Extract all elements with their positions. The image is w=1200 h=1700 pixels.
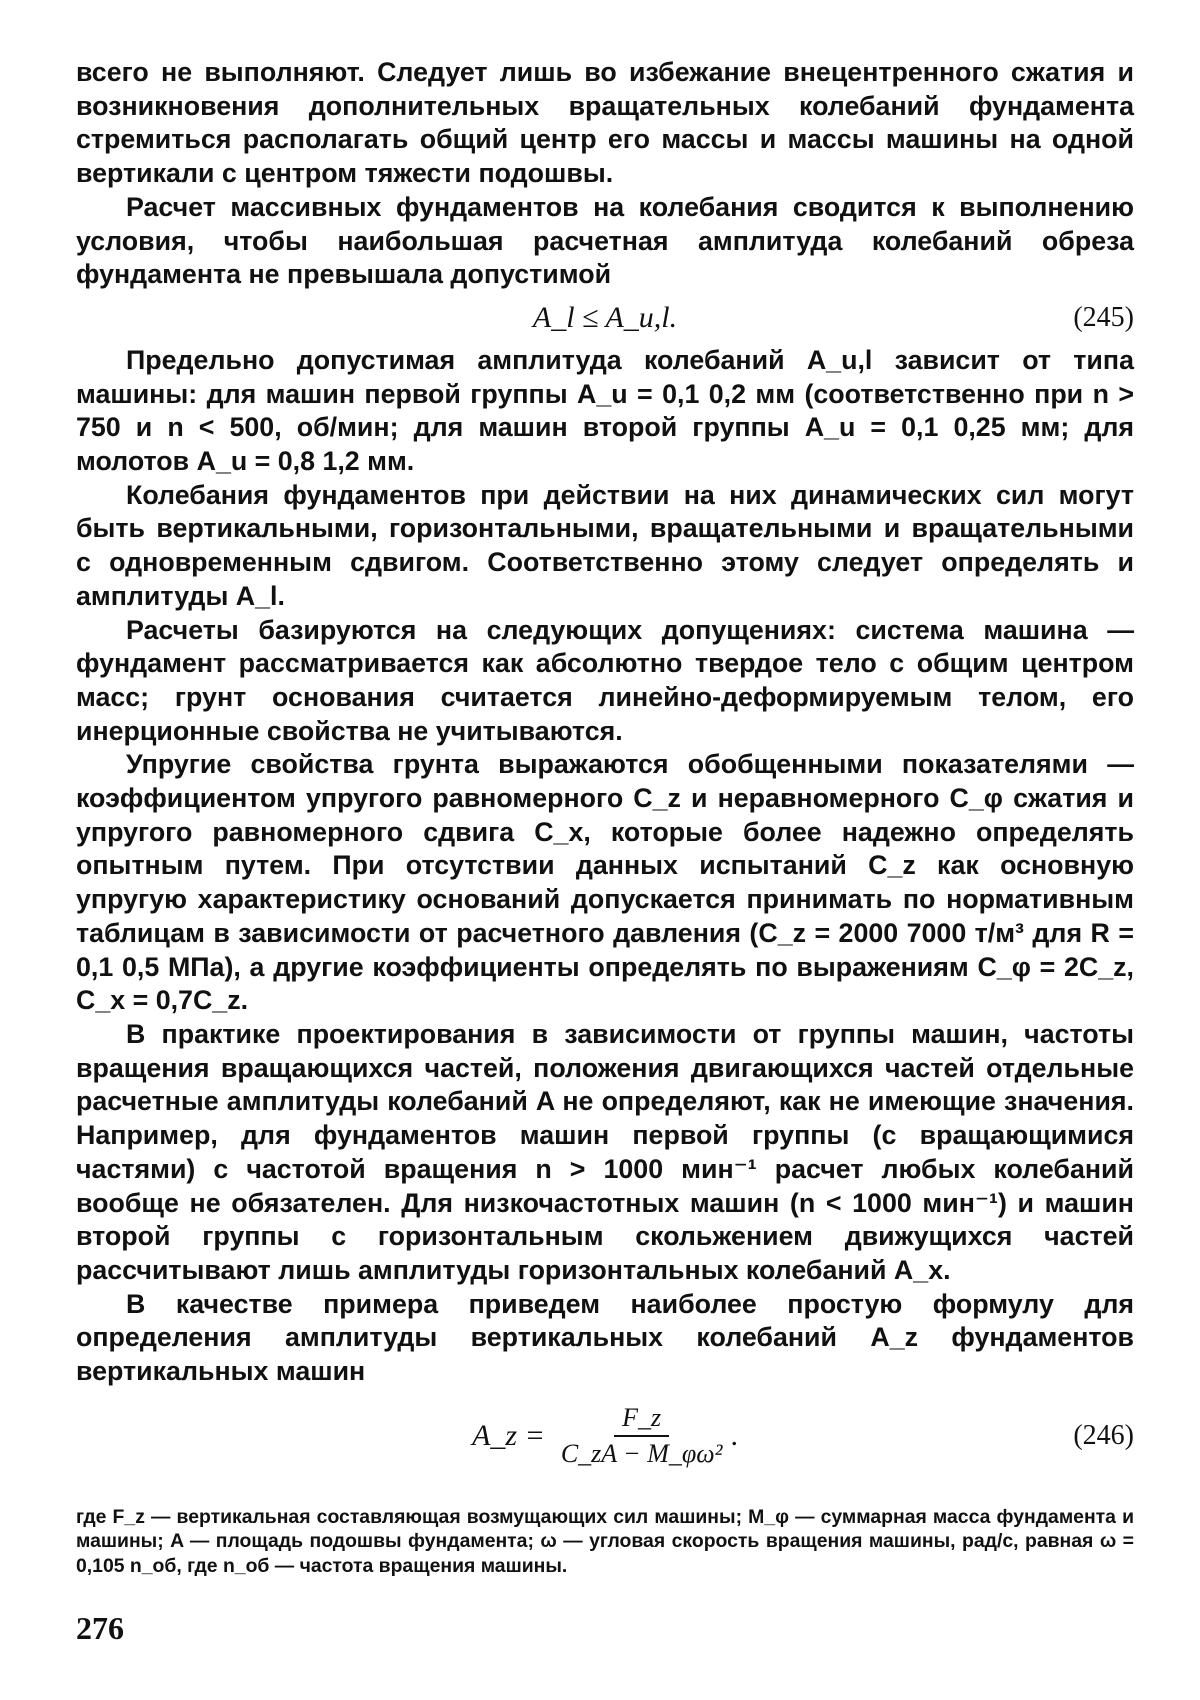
formula-246-number: (246) xyxy=(1073,1419,1134,1451)
formula-246-denominator: C_zA − M_φω² xyxy=(560,1438,723,1468)
paragraph-5: Расчеты базируются на следующих допущениях: система машина — фундамент рассматривается как абсолютно твердое тело с общим центром масс; грунт основания считается линейно-деформируемым телом, его инерционные свойства не учитываются. xyxy=(76,614,1134,746)
formula-246-trailing: . xyxy=(730,1418,738,1452)
formula-246-numerator: F_z xyxy=(614,1401,669,1437)
formula-246-lhs: A_z = xyxy=(472,1418,545,1452)
formula-245-number: (245) xyxy=(1073,302,1134,334)
formula-245 xyxy=(76,292,1134,344)
page-number: 276 xyxy=(76,1610,124,1646)
paragraph-2: Расчет массивных фундаментов на колебания сводится к выполнению условия, чтобы наибольшая расчетная амплитуда колебаний обреза фундамента не превышала допустимой xyxy=(76,191,1134,290)
formula-246-fraction xyxy=(553,1401,731,1470)
paragraph-6: Упругие свойства грунта выражаются обобщенными показателями — коэффициентом упругого равномерного C_z и неравномерного C_φ сжатия и упругого равномерного сдвига C_x, которые более надежно определять опытным путем. При отсутствии данных испытаний C_z как основную упругую характеристику оснований допускается принимать по нормативным таблицам в зависимости от расчетного давления (C_z = 2000 7000 т/м³ для R = 0,1 0,5 МПа), а другие коэффициенты определять по выражениям C_φ = 2C_z, C_x = 0,7C_z. xyxy=(76,749,1134,1016)
paragraph-4: Колебания фундаментов при действии на них динамических сил могут быть вертикальными, горизонтальными, вращательными и вращательными с одновременным сдвигом. Соответственно этому следует определять и амплитуды A_l. xyxy=(76,479,1134,611)
formula-245-expression: A_l ≤ A_u,l. xyxy=(532,301,678,335)
formula-246 xyxy=(76,1393,1134,1479)
text-column xyxy=(76,56,1134,1578)
paragraph-8: В качестве примера приведем наиболее простую формулу для определения амплитуды вертикальных колебаний A_z фундаментов вертикальных машин xyxy=(76,1288,1134,1387)
footnote: где F_z — вертикальная составляющая возмущающих сил машины; M_φ — суммарная масса фундамента и машины; A — площадь подошвы фундамента; ω — угловая скорость вращения машины, рад/с, равная ω = 0,105 n_об, где n_об — частота вращения машины. xyxy=(76,1505,1134,1577)
paragraph-1: всего не выполняют. Следует лишь во избежание внецентренного сжатия и возникновения дополнительных вращательных колебаний фундамента стремиться располагать общий центр его массы и массы машины на одной вертикали с центром тяжести подошвы. xyxy=(76,57,1134,189)
paragraph-7: В практике проектирования в зависимости от группы машин, частоты вращения вращающихся частей, положения двигающихся частей отдельные расчетные амплитуды колебаний A не определяют, как не имеющие значения. Например, для фундаментов машин первой группы (с вращающимися частями) с частотой вращения n > 1000 мин⁻¹ расчет любых колебаний вообще не обязателен. Для низкочастотных машин (n < 1000 мин⁻¹) и машин второй группы с горизонтальным скольжением движущихся частей рассчитывают лишь амплитуды горизонтальных колебаний A_x. xyxy=(76,1018,1134,1285)
paragraph-3: Предельно допустимая амплитуда колебаний A_u,l зависит от типа машины: для машин первой группы A_u = 0,1 0,2 мм (соответственно при n > 750 и n < 500, об/мин; для машин второй группы A_u = 0,1 0,25 мм; для молотов A_u = 0,8 1,2 мм. xyxy=(76,344,1134,477)
